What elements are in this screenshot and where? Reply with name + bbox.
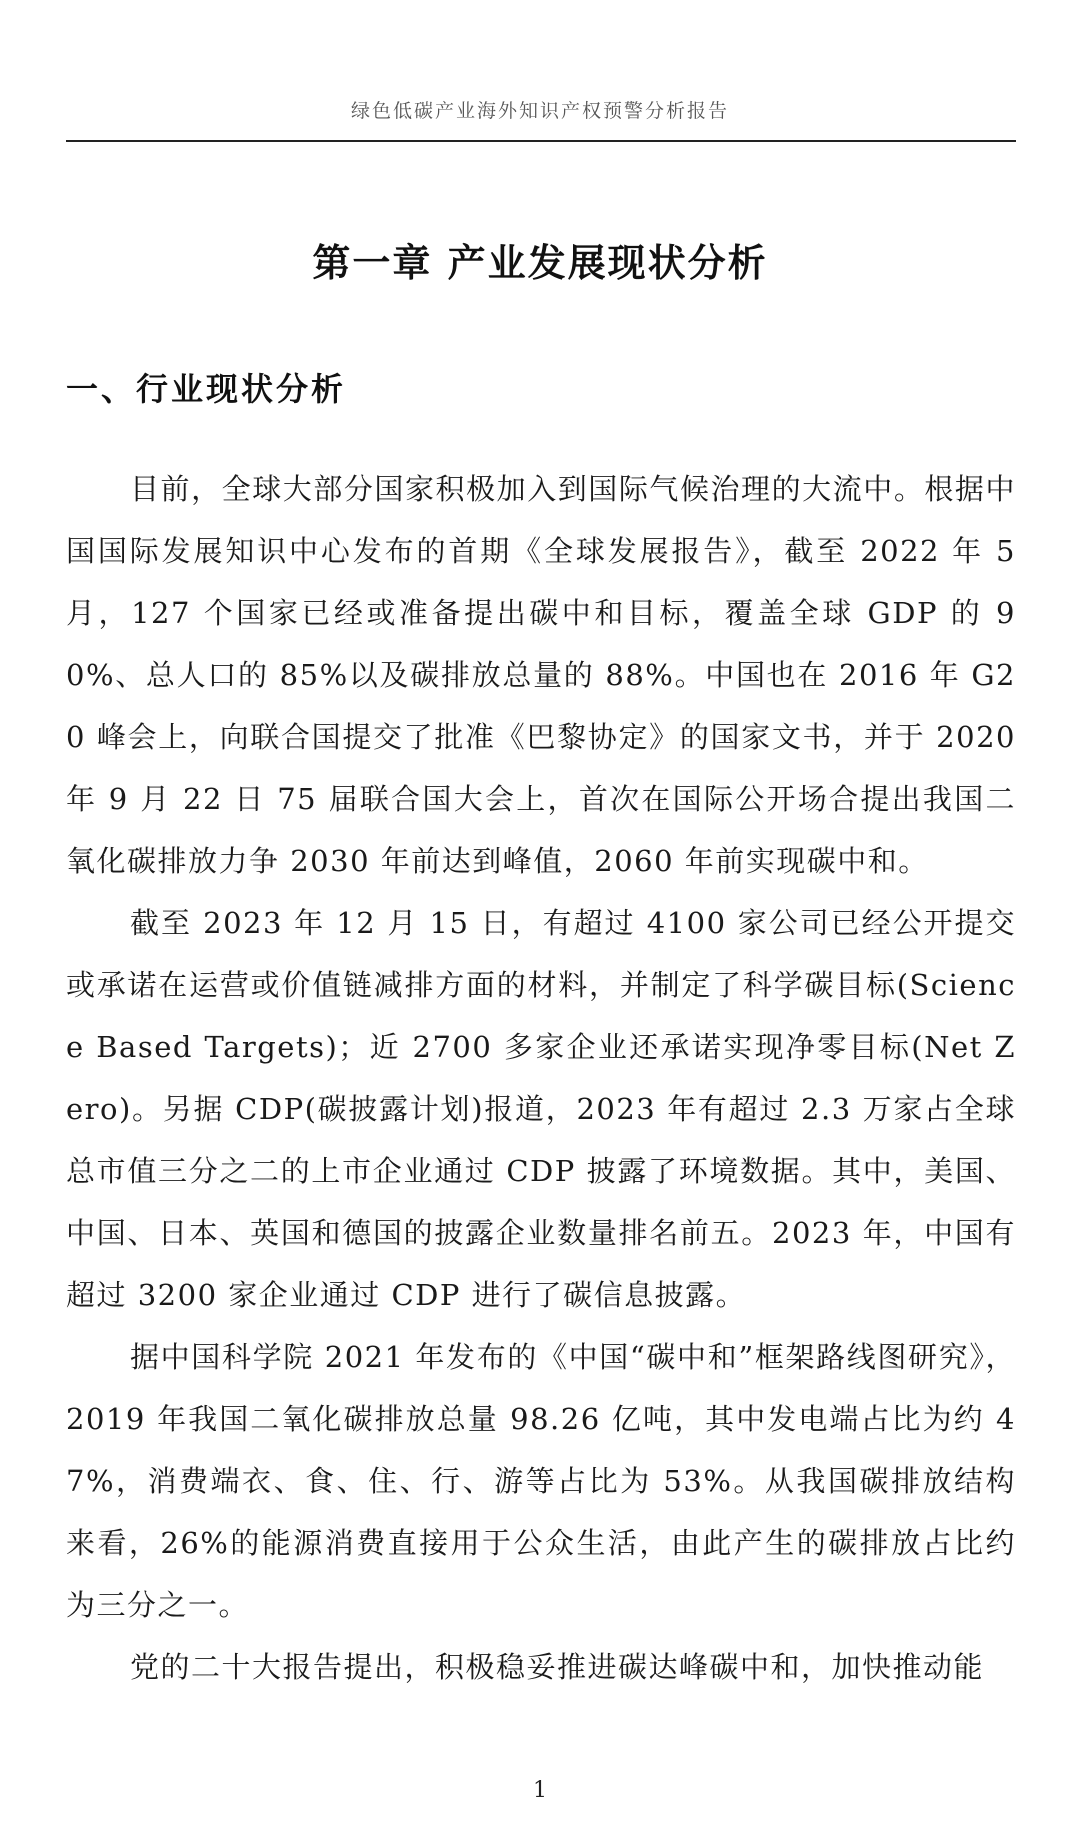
paragraph: 据中国科学院 2021 年发布的《中国“碳中和”框架路线图研究》，2019 年我国二氧化碳排放总量 98.26 亿吨，其中发电端占比为约 47%，消费端衣、食、住、行、游等占比为 53%。从我国碳排放结构来看，26%的能源消费直接用于公众生活，由此产生的碳排放占比约为三分之一。: [66, 1340, 1016, 1622]
section-heading: 一、行业现状分析: [66, 370, 347, 408]
paragraph: 截至 2023 年 12 月 15 日，有超过 4100 家公司已经公开提交或承诺在运营或价值链减排方面的材料，并制定了科学碳目标(Science Based Targets)；近 2700 多家企业还承诺实现净零目标(Net Zero)。另据 CDP(碳披露计划)报道，2023 年有超过 2.3 万家占全球总市值三分之二的上市企业通过 CDP 披露了环境数据。其中，美国、中国、日本、英国和德国的披露企业数量排名前五。2023 年，中国有超过 3200 家企业通过 CDP 进行了碳信息披露。: [66, 906, 1016, 1312]
header-divider: [66, 140, 1016, 142]
chapter-title: 第一章 产业发展现状分析: [312, 241, 768, 285]
running-header: 绿色低碳产业海外知识产权预警分析报告: [350, 100, 729, 122]
paragraph: 党的二十大报告提出，积极稳妥推进碳达峰碳中和，加快推动能: [130, 1650, 985, 1684]
paragraph: 目前，全球大部分国家积极加入到国际气候治理的大流中。根据中国国际发展知识中心发布的首期《全球发展报告》，截至 2022 年 5 月，127 个国家已经或准备提出碳中和目标，覆盖全球 GDP 的 90%、总人口的 85%以及碳排放总量的 88%。中国也在 2016 年 G20 峰会上，向联合国提交了批准《巴黎协定》的国家文书，并于 2020 年 9 月 22 日 75 届联合国大会上，首次在国际公开场合提出我国二氧化碳排放力争 2030 年前达到峰值，2060 年前实现碳中和。: [66, 472, 1016, 878]
body-text: [66, 458, 1016, 1698]
page-number: 1: [533, 1778, 547, 1803]
